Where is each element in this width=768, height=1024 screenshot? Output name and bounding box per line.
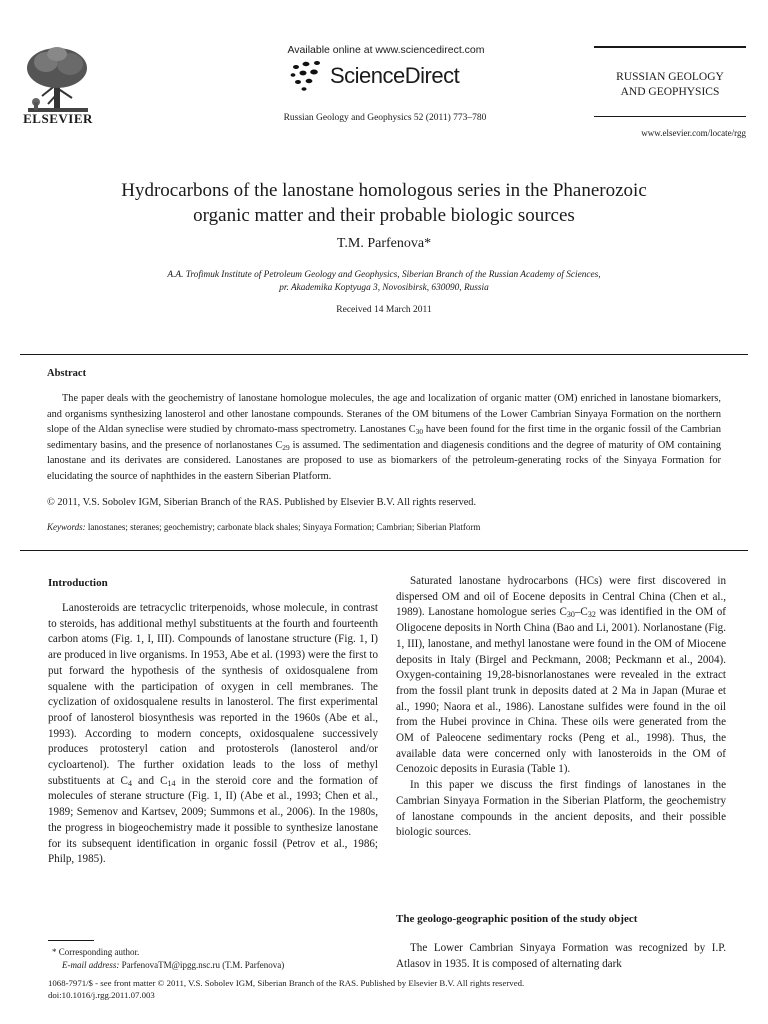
right-column-text xyxy=(396,574,726,841)
received-date: Received 14 March 2011 xyxy=(336,305,432,315)
text-part: in the steroid core and the formation of molecules of sterane structure (Fig. 1, II) (Abe et al., 1993; Chen et al., 1989; Semenov and Kartsev, 2009; Summons et al., 2006). In the 1980s, the progress in biogeochemistry made it possible to synthesize lanostane for its subsequent identification in organic fossil (Petrov et al., 1986; Philp, 1985). xyxy=(48,774,378,866)
keywords-label: Keywords: xyxy=(47,522,86,532)
text-part: –C xyxy=(574,606,588,619)
journal-name-line1: RUSSIAN GEOLOGY xyxy=(616,71,724,83)
text-part: and C xyxy=(131,774,168,787)
journal-url-link[interactable]: www.elsevier.com/locate/rgg xyxy=(641,128,746,138)
keywords-list: lanostanes; steranes; geochemistry; carbonate black shales; Sinyaya Formation; Cambrian; Siberian Platform xyxy=(85,522,481,532)
author-name[interactable]: T.M. Parfenova* xyxy=(336,236,432,251)
sciencedirect-wordmark: ScienceDirect xyxy=(330,63,460,88)
email-note xyxy=(48,959,378,972)
text-part: Saturated lanostane hydrocarbons (HCs) were first discovered in dispersed OM and oil of Eocene deposits in Central China (Chen et al., 1989). Lanostane homologue series C xyxy=(396,575,726,619)
subscript: 30 xyxy=(415,427,424,437)
text-part: was identified in the OM of Oligocene deposits in North China (Bao and Li, 2001). Norlanostane (Fig. 1, III), lanostane, and methyl lanostane were found in the OM of Miocene deposits in Italy (Birgel and Peckmann, 2008; Peckmann et al., 2004). Oxygen-containing 19,28-bisnorlanostanes were revealed in the extract from the fossil plant trunk in deposits dated at 2 Ma in Japan (Murae et al., 1990; Naora et al., 1986). Lanostane sulfides were found in the oil from the Hubei province in China. These oils were generated from the OM of Paleocene sedimentary rocks (Peng et al., 1998). Thus, the available data were concerned only with lanosteroids in the OM of Cenozoic deposits in Eurasia (Table 1). xyxy=(396,606,726,776)
abstract-text xyxy=(47,391,721,485)
abstract-heading: Abstract xyxy=(47,368,87,379)
journal-name-line2: AND GEOPHYSICS xyxy=(620,86,720,98)
subscript: 14 xyxy=(167,778,176,788)
subscript: 4 xyxy=(127,778,132,788)
keywords xyxy=(47,522,480,532)
footer-front-matter: 1068-7971/$ - see front matter © 2011, V.S. Sobolev IGM, Siberian Branch of the RAS. Published by Elsevier B.V. All rights reserved. xyxy=(48,978,525,988)
abstract-text-part: have been found for the first time in the organic fossil of the Cambrian sedimentary basins, and the presence of norlanostanes C xyxy=(47,424,721,451)
introduction-text xyxy=(48,601,378,868)
footnote xyxy=(48,946,378,971)
title-line1: Hydrocarbons of the lanostane homologous series in the Phanerozoic xyxy=(121,180,647,201)
publisher-name: ELSEVIER xyxy=(23,111,93,126)
abstract-text-part: The paper deals with the geochemistry of lanostane homologue molecules, the age and localization of organic matter (OM) enriched in lanostane biomarkers, and organisms synthesizing lanosterol and other lanostane compounds. Steranes of the OM bitumens of the Lower Cambrian Sinyaya Formation on the northern slope of the Aldan syneclise were studied by chromato-mass spectrometry. Lanostanes C xyxy=(47,393,721,436)
title-line2: organic matter and their probable biologic sources xyxy=(193,205,575,226)
author-affiliation xyxy=(90,269,678,295)
divider xyxy=(20,550,748,551)
divider xyxy=(20,354,748,355)
affiliation-line2: pr. Akademika Koptyuga 3, Novosibirsk, 630090, Russia xyxy=(279,283,489,293)
subscript: 29 xyxy=(282,442,290,452)
paragraph xyxy=(48,601,378,868)
email-label: E-mail address: xyxy=(62,959,120,970)
section-heading-geology: The geologo-geographic position of the study object xyxy=(396,913,638,925)
doi-link[interactable]: doi:10.1016/j.rgg.2011.07.003 xyxy=(48,990,155,1000)
corresponding-author-note: * Corresponding author. xyxy=(52,947,140,957)
text-part: Lanosteroids are tetracyclic triterpenoids, whose molecule, in contrast to steroids, has additional methyl substituents at the fourth and fourteenth carbon atoms (Fig. 1, I, III). Compounds of lanostane structure (Fig. 1, I) are produced in live organisms. In 1953, Abe et al. (1993) were the first to put forward the hypothesis of the synthesis of oxidosqualene from squalene with the participation of oxygen in cell membranes. The cyclization of oxidosqualene results in lanosterol. The first experimental proof of lanosterol biosynthesis was reported in the 1960s (Abe et al., 1993). According to modern concepts, oxidosqualene successively produces protosteryl cation and protosterols (lanosterol and/or cycloartenol). The further oxidation leads to the loss of methyl substituents at C xyxy=(48,602,378,787)
footnote-rule xyxy=(48,940,94,941)
email-link[interactable]: ParfenovaTM@ipgg.nsc.ru (T.M. Parfenova) xyxy=(119,959,285,970)
subscript: 32 xyxy=(587,610,596,620)
journal-name xyxy=(594,70,746,100)
paragraph: In this paper we discuss the first findings of lanostanes in the Cambrian Sinyaya Formation in the Siberian Platform, the geochemistry of lanostane compounds in the ancient deposits, and their possible biologic sources. xyxy=(396,779,726,839)
paragraph: The Lower Cambrian Sinyaya Formation was recognized by I.P. Atlasov in 1935. It is composed of alternating dark xyxy=(396,942,726,970)
introduction-heading: Introduction xyxy=(48,577,108,589)
paragraph xyxy=(396,574,726,778)
subscript: 30 xyxy=(566,610,575,620)
page-footer xyxy=(48,977,728,1001)
abstract-text-part: is assumed. The sedimentation and diagenesis conditions and the degree of maturity of OM containing lanostane and its derivates are considered. Lanostanes are proposed to use as biomarkers of the petroleum-generating rocks of the Sinyaya Formation for elucidating the source of naphthides in the eastern Siberian Platform. xyxy=(47,439,722,482)
article-title xyxy=(40,178,728,228)
affiliation-line1: A.A. Trofimuk Institute of Petroleum Geology and Geophysics, Siberian Branch of the Russian Academy of Sciences, xyxy=(167,270,601,280)
geology-text xyxy=(396,941,726,972)
journal-citation: Russian Geology and Geophysics 52 (2011) 773–780 xyxy=(283,113,487,123)
elsevier-tree-logo xyxy=(20,44,96,114)
available-online-text: Available online at www.sciencedirect.com xyxy=(287,44,485,56)
abstract-copyright: © 2011, V.S. Sobolev IGM, Siberian Branch of the RAS. Published by Elsevier B.V. All rights reserved. xyxy=(47,497,477,508)
